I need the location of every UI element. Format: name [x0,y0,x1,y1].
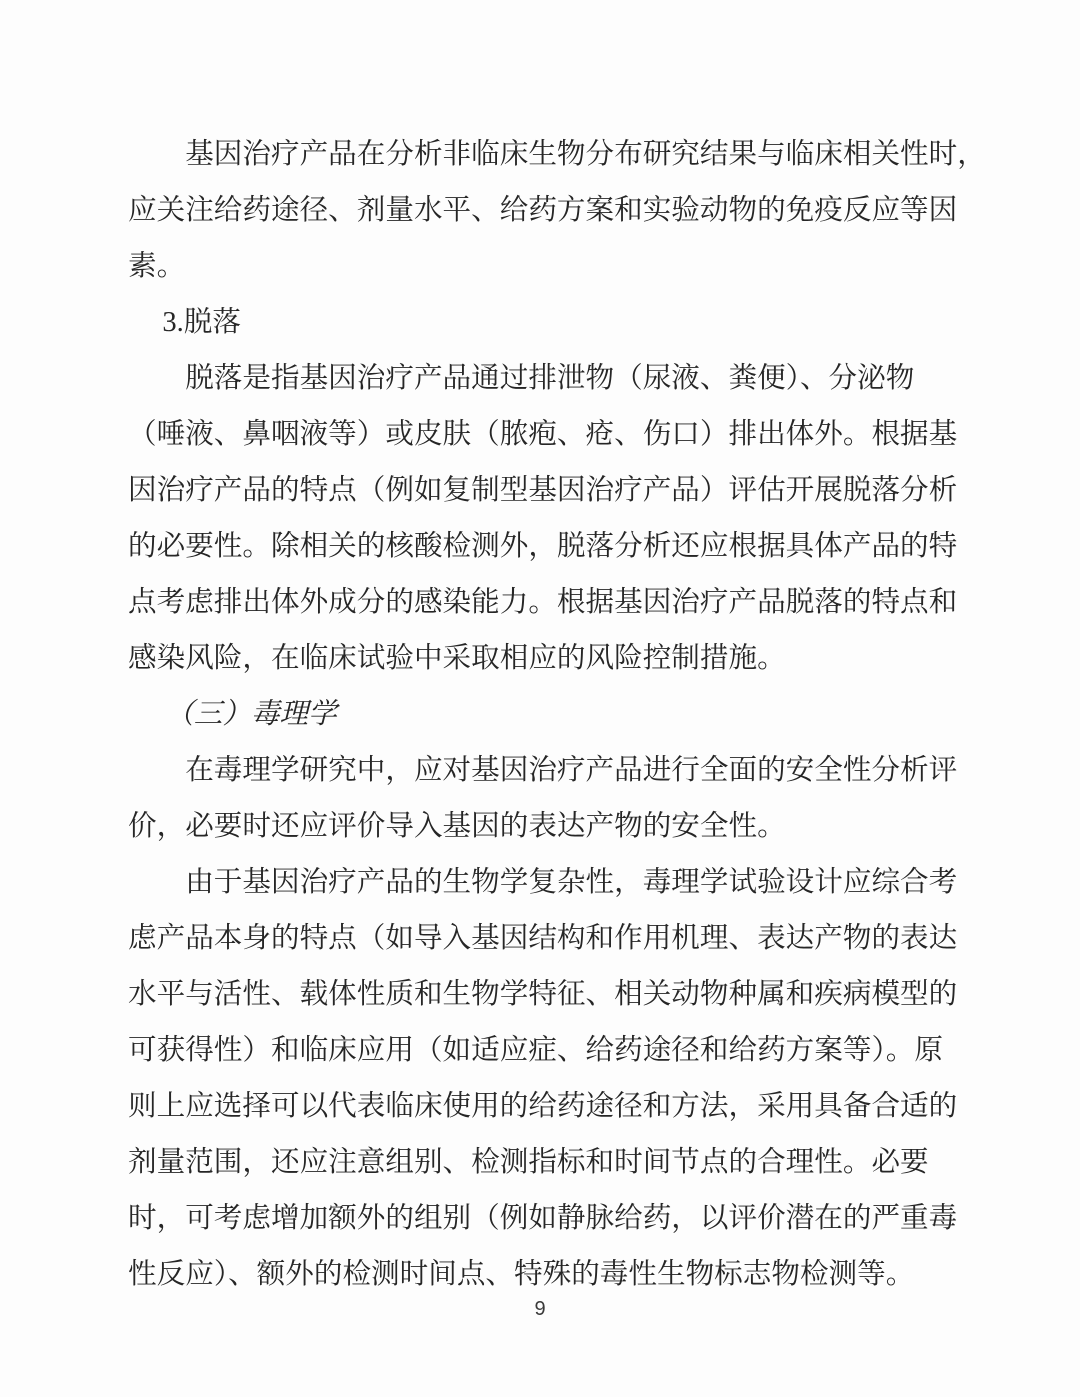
text-line: （唾液、鼻咽液等）或皮肤（脓疱、疮、伤口）排出体外。根据基 [128,419,958,450]
text-line: 脱落是指基因治疗产品通过排泄物（尿液、粪便）、分泌物 [185,363,915,394]
paragraph [128,127,986,295]
text-line: 则上应选择可以代表临床使用的给药途径和方法，采用具备合适的 [128,1091,958,1122]
text-line: 3.脱落 [162,307,241,338]
text-line: 素。 [128,251,186,282]
text-line: 由于基因治疗产品的生物学复杂性，毒理学试验设计应综合考 [185,867,958,898]
text-line: 因治疗产品的特点（例如复制型基因治疗产品）评估开展脱落分析 [128,475,958,506]
section-heading [128,687,962,743]
text-line: （三）毒理学 [165,699,337,730]
text-line: 应关注给药途径、剂量水平、给药方案和实验动物的免疫反应等因 [128,195,958,226]
paragraph [128,351,962,687]
page-number: 9 [534,1298,546,1320]
text-line: 点考虑排出体外成分的感染能力。根据基因治疗产品脱落的特点和 [128,587,958,618]
text-line: 可获得性）和临床应用（如适应症、给药途径和给药方案等）。原 [128,1035,943,1066]
text-line: 基因治疗产品在分析非临床生物分布研究结果与临床相关性时， [185,139,986,170]
paragraph [128,743,962,855]
document-body [128,127,986,1303]
text-line: 感染风险，在临床试验中采取相应的风险控制措施。 [128,643,786,674]
text-line: 时，可考虑增加额外的组别（例如静脉给药，以评价潜在的严重毒 [128,1203,958,1234]
text-line: 价，必要时还应评价导入基因的表达产物的安全性。 [128,811,786,842]
paragraph [128,855,962,1303]
text-line: 在毒理学研究中，应对基因治疗产品进行全面的安全性分析评 [185,755,958,786]
numbered-heading [128,295,962,351]
text-line: 水平与活性、载体性质和生物学特征、相关动物种属和疾病模型的 [128,979,958,1010]
text-line: 的必要性。除相关的核酸检测外，脱落分析还应根据具体产品的特 [128,531,958,562]
text-line: 虑产品本身的特点（如导入基因结构和作用机理、表达产物的表达 [128,923,958,954]
text-line: 剂量范围，还应注意组别、检测指标和时间节点的合理性。必要 [128,1147,929,1178]
text-line: 性反应）、额外的检测时间点、特殊的毒性生物标志物检测等。 [128,1259,915,1290]
